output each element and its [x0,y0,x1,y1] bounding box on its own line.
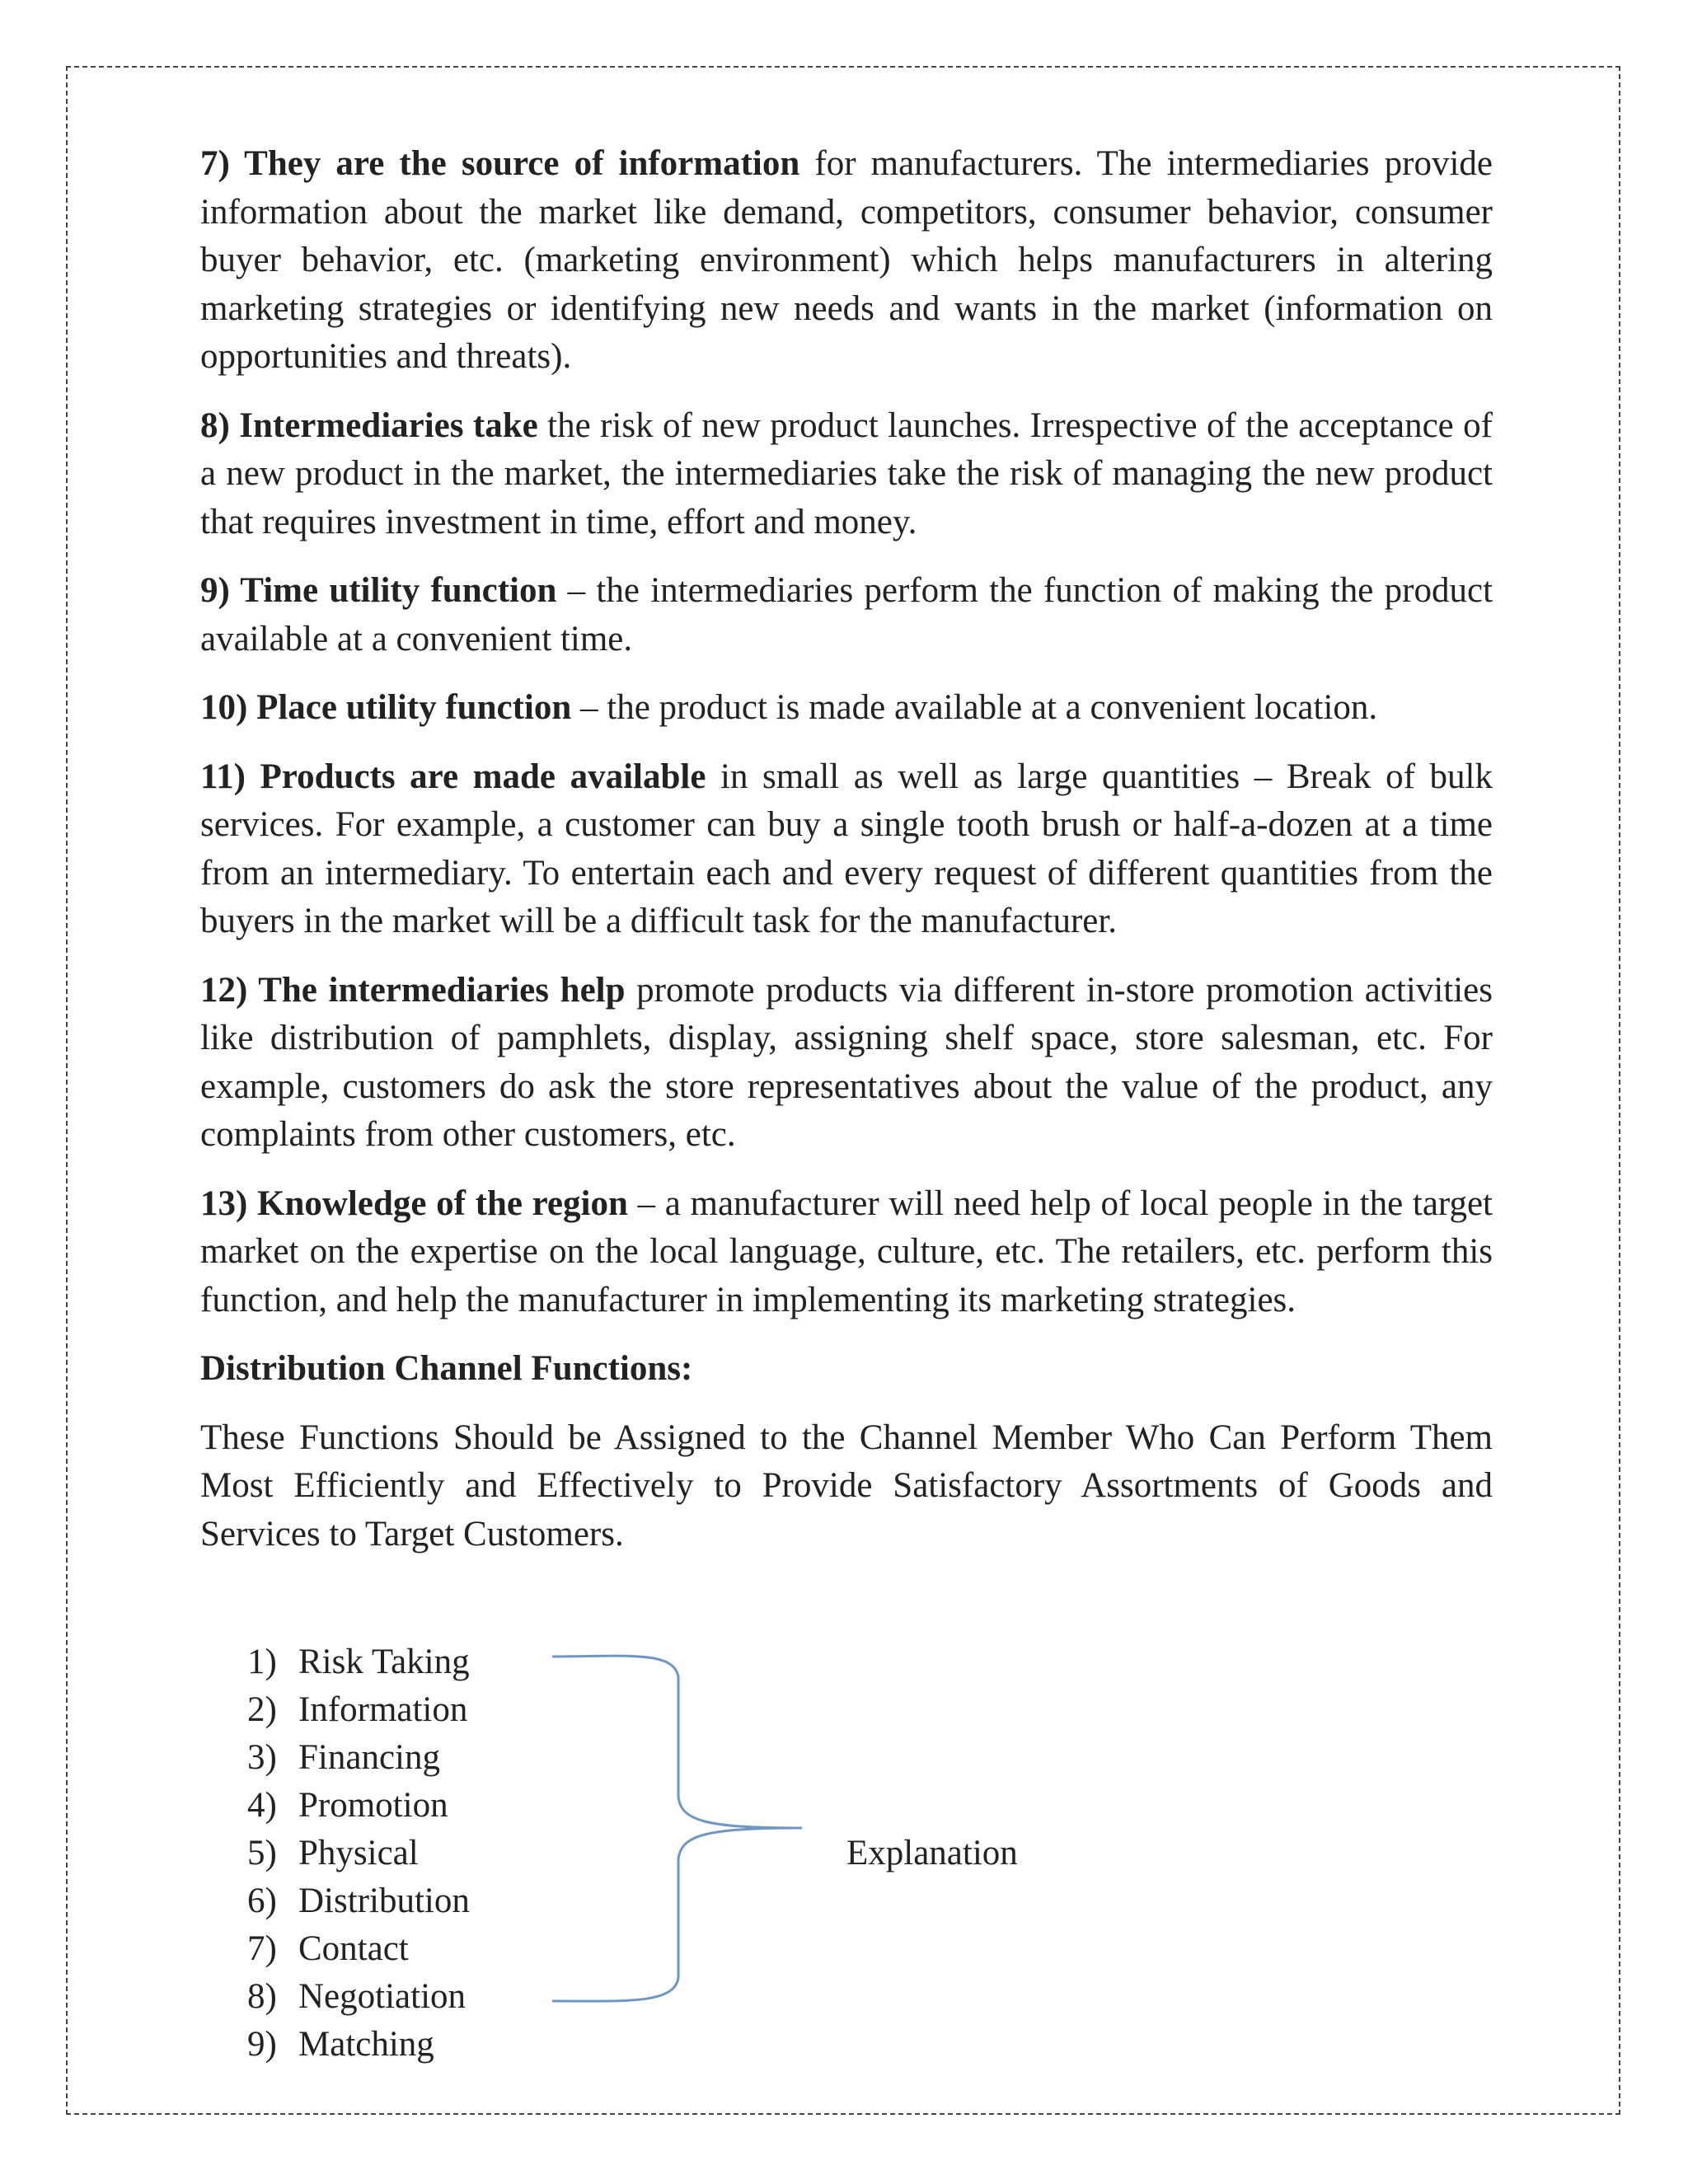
list-item-label: Risk Taking [298,1643,470,1681]
list-item-number: 3) [247,1738,277,1777]
paragraph-11 [200,753,1493,946]
list-item-number: 9) [247,2025,277,2064]
paragraph-13-lead: 13) Knowledge of the region [200,1183,628,1223]
list-item-label: Information [298,1690,468,1729]
list-item-number: 5) [247,1834,277,1872]
list-item [247,1734,470,1782]
paragraph-11-lead: 11) Products are made available [200,757,706,796]
list-item-number: 2) [247,1690,277,1729]
paragraph-13 [200,1180,1493,1325]
list-item [247,2021,470,2069]
list-item-label: Financing [298,1738,440,1777]
paragraph-11-text: in small as well as large quantities – Break of bulk services. For example, a customer can buy a single tooth brush or half-a-dozen at a time from an intermediary. To entertain each and every request of different quantities from the buyers in the market will be a difficult task for the manufacturer. [200,757,1493,940]
list-item [247,1925,470,1973]
list-item-label: Contact [298,1929,409,1968]
list-item [247,1973,470,2021]
list-item-label: Physical [298,1834,419,1872]
paragraph-12-text: promote products via different in-store promotion activities like distribution of pamphlets, display, assigning shelf space, store salesman, etc. For example, customers do ask the store representatives about the value of the product, any complaints from other customers, etc. [200,970,1493,1154]
paragraph-10-text: – the product is made available at a convenient location. [571,688,1378,727]
paragraph-7 [200,140,1493,382]
section-heading: Distribution Channel Functions: [200,1349,693,1388]
brace-label: Explanation [846,1834,1018,1872]
document-body [200,140,1493,1579]
list-item-number: 7) [247,1929,277,1968]
section-intro: These Functions Should be Assigned to the Channel Member Who Can Perform Them Most Efficiently and Effectively to Provide Satisfactory Assortments of Goods and Services to Target Customers. [200,1418,1493,1554]
paragraph-12-lead: 12) The intermediaries help [200,970,626,1010]
paragraph-7-lead: 7) They are the source of information [200,144,800,183]
paragraph-7-text: for manufacturers. The intermediaries provide information about the market like demand, competitors, consumer behavior, consumer buyer behavior, etc. (marketing environment) which helps manufacturers in altering marketing strategies or identifying new needs and wants in the market (information on opportunities and threats). [200,144,1493,376]
paragraph-9-text: – the intermediaries perform the function of making the product available at a convenient time. [200,571,1493,658]
list-item-label: Matching [298,2025,434,2064]
list-item-number: 6) [247,1882,277,1920]
paragraph-13-text: – a manufacturer will need help of local people in the target market on the expertise on the local language, culture, etc. The retailers, etc. perform this function, and help the manufacturer in implementing its marketing strategies. [200,1183,1493,1319]
list-item-number: 4) [247,1786,277,1825]
paragraph-10 [200,684,1493,733]
list-item-number: 8) [247,1977,277,2016]
paragraph-8-lead: 8) Intermediaries take [200,405,538,445]
brace-path [552,1656,802,2001]
paragraph-12 [200,967,1493,1160]
curly-brace-icon [551,1648,814,2011]
functions-list [247,1638,470,2069]
paragraph-9 [200,567,1493,663]
paragraph-8-text: the risk of new product launches. Irrespective of the acceptance of a new product in the market, the intermediaries take the risk of managing the new product that requires investment in time, effort and money. [200,405,1493,541]
list-item-number: 1) [247,1643,277,1681]
list-item [247,1830,470,1877]
paragraph-8 [200,402,1493,547]
list-item-label: Promotion [298,1786,448,1825]
list-item [247,1686,470,1734]
list-item [247,1877,470,1925]
list-item-label: Negotiation [298,1977,467,2016]
paragraph-10-lead: 10) Place utility function [200,688,572,727]
list-item-label: Distribution [298,1882,470,1920]
list-item [247,1638,470,1686]
paragraph-9-lead: 9) Time utility function [200,571,557,610]
list-item [247,1782,470,1830]
